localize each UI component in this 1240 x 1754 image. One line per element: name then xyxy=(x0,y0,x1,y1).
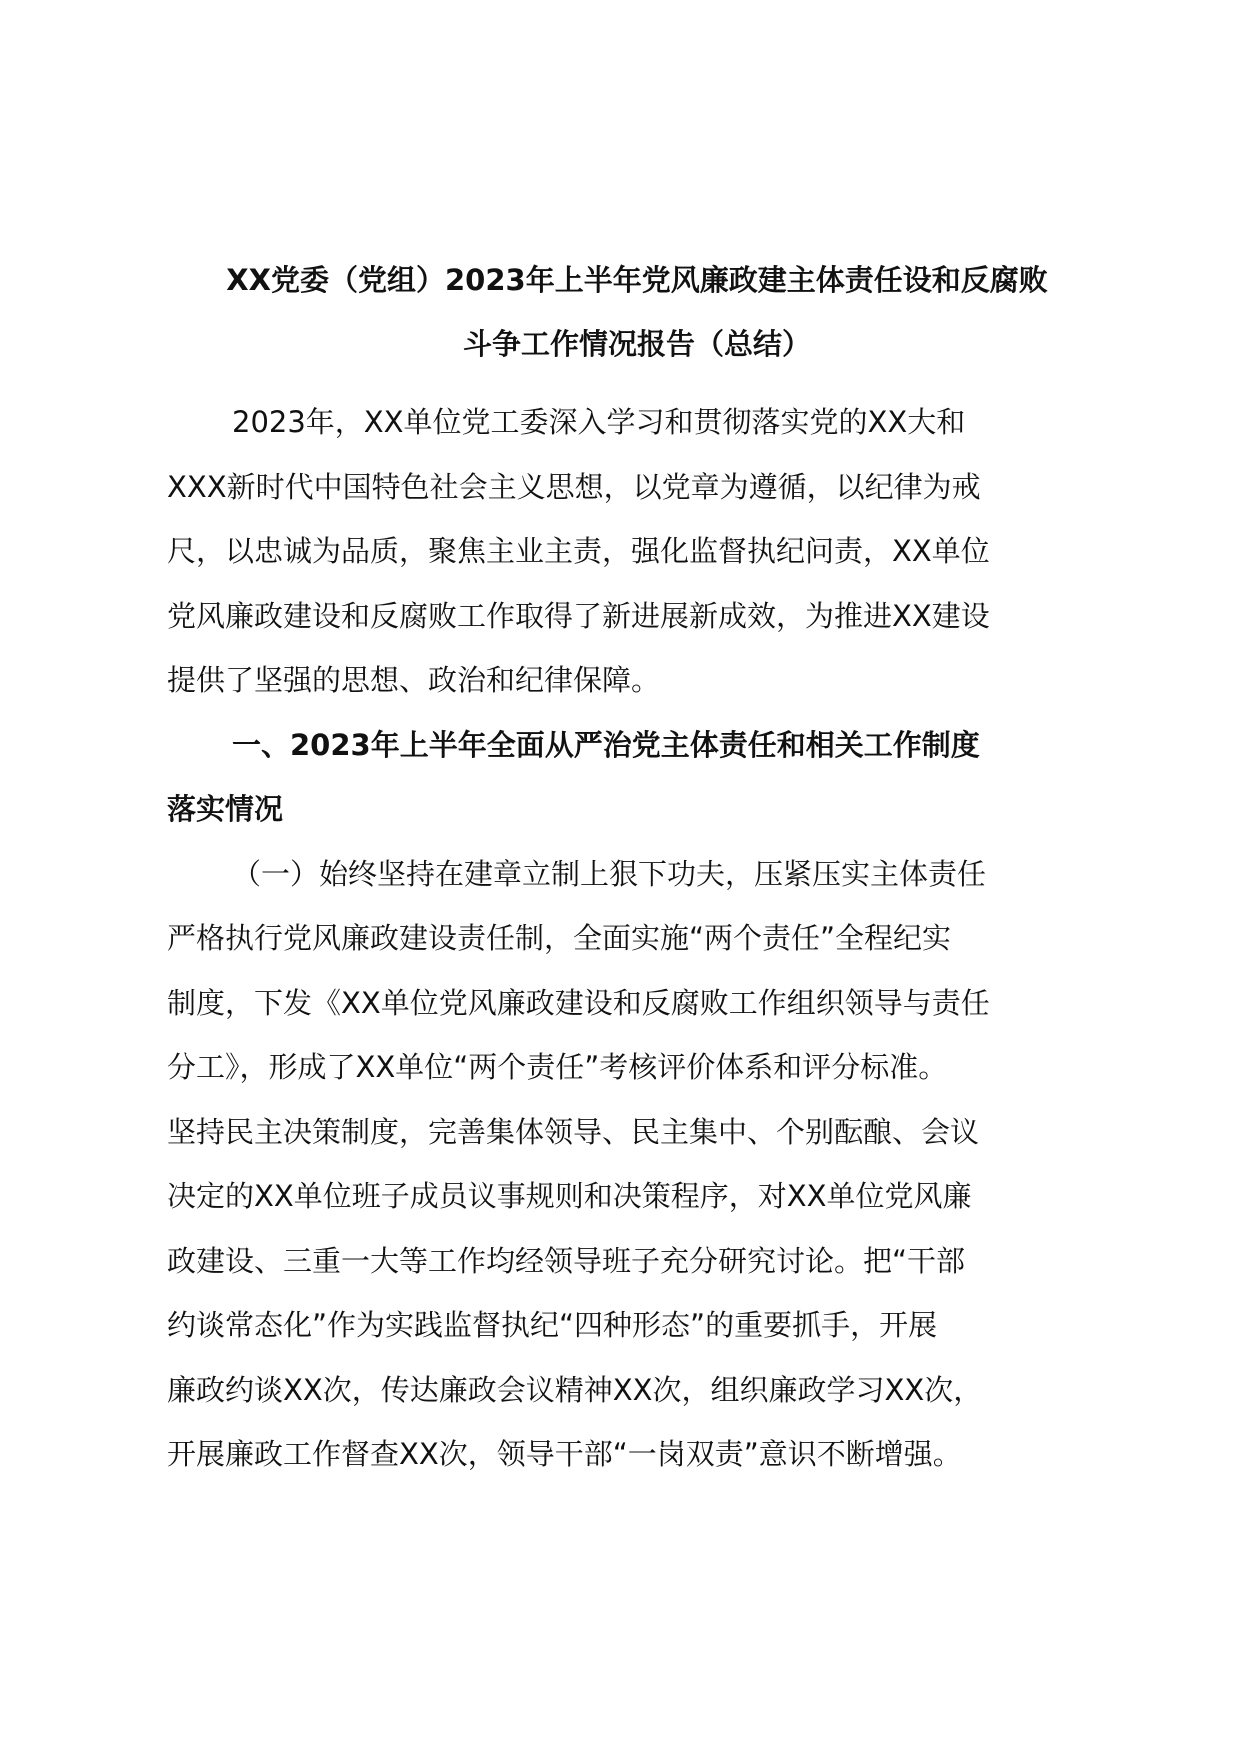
intro-line-1: 2023年，XX单位党工委深入学习和贯彻落实党的XX大和 xyxy=(232,405,966,439)
intro-line-3: 尺，以忠诚为品质，聚焦主业主责，强化监督执纪问责，XX单位 xyxy=(167,534,990,568)
intro-line-5: 提供了坚强的思想、政治和纪律保障。 xyxy=(167,663,661,697)
intro-line-4: 党风廉政建设和反腐败工作取得了新进展新成效，为推进XX建设 xyxy=(167,598,990,633)
document-title xyxy=(167,248,1107,376)
section-1-line-7: 政建设、三重一大等工作均经领导班子充分研究讨论。把“干部 xyxy=(167,1243,966,1278)
intro-paragraph xyxy=(167,390,1107,713)
section-1-line-9: 廉政约谈XX次，传达廉政会议精神XX次，组织廉政学习XX次， xyxy=(167,1372,983,1407)
section-1-body xyxy=(167,842,1107,1487)
section-1-line-3: 制度，下发《XX单位党风廉政建设和反腐败工作组织领导与责任 xyxy=(167,985,990,1020)
section-1-line-10: 开展廉政工作督查XX次，领导干部“一岗双责”意识不断增强。 xyxy=(167,1437,962,1471)
section-1-heading-line-1: 一、2023年上半年全面从严治党主体责任和相关工作制度 xyxy=(232,727,980,762)
intro-line-2: XXX新时代中国特色社会主义思想，以党章为遵循，以纪律为戒 xyxy=(167,469,981,504)
title-line-1: XX党委（党组）2023年上半年党风廉政建主体责任设和反腐败 xyxy=(226,263,1048,297)
section-1-subheading: （一）始终坚持在建章立制上狠下功夫，压紧压实主体责任 xyxy=(232,856,987,891)
section-1-line-8: 约谈常态化”作为实践监督执纪“四种形态”的重要抓手，开展 xyxy=(167,1308,938,1342)
title-line-2: 斗争工作情况报告（总结） xyxy=(462,327,811,361)
section-1-line-6: 决定的XX单位班子成员议事规则和决策程序，对XX单位党风廉 xyxy=(167,1179,972,1213)
section-1-heading-line-2: 落实情况 xyxy=(167,792,284,826)
section-1-line-5: 坚持民主决策制度，完善集体领导、民主集中、个别酝酿、会议 xyxy=(167,1114,980,1149)
section-1-line-2: 严格执行党风廉政建设责任制，全面实施“两个责任”全程纪实 xyxy=(167,921,952,955)
section-1-line-4: 分工》，形成了XX单位“两个责任”考核评价体系和评分标准。 xyxy=(167,1050,948,1084)
section-1-heading xyxy=(167,713,1107,842)
document-page xyxy=(167,248,1107,1487)
